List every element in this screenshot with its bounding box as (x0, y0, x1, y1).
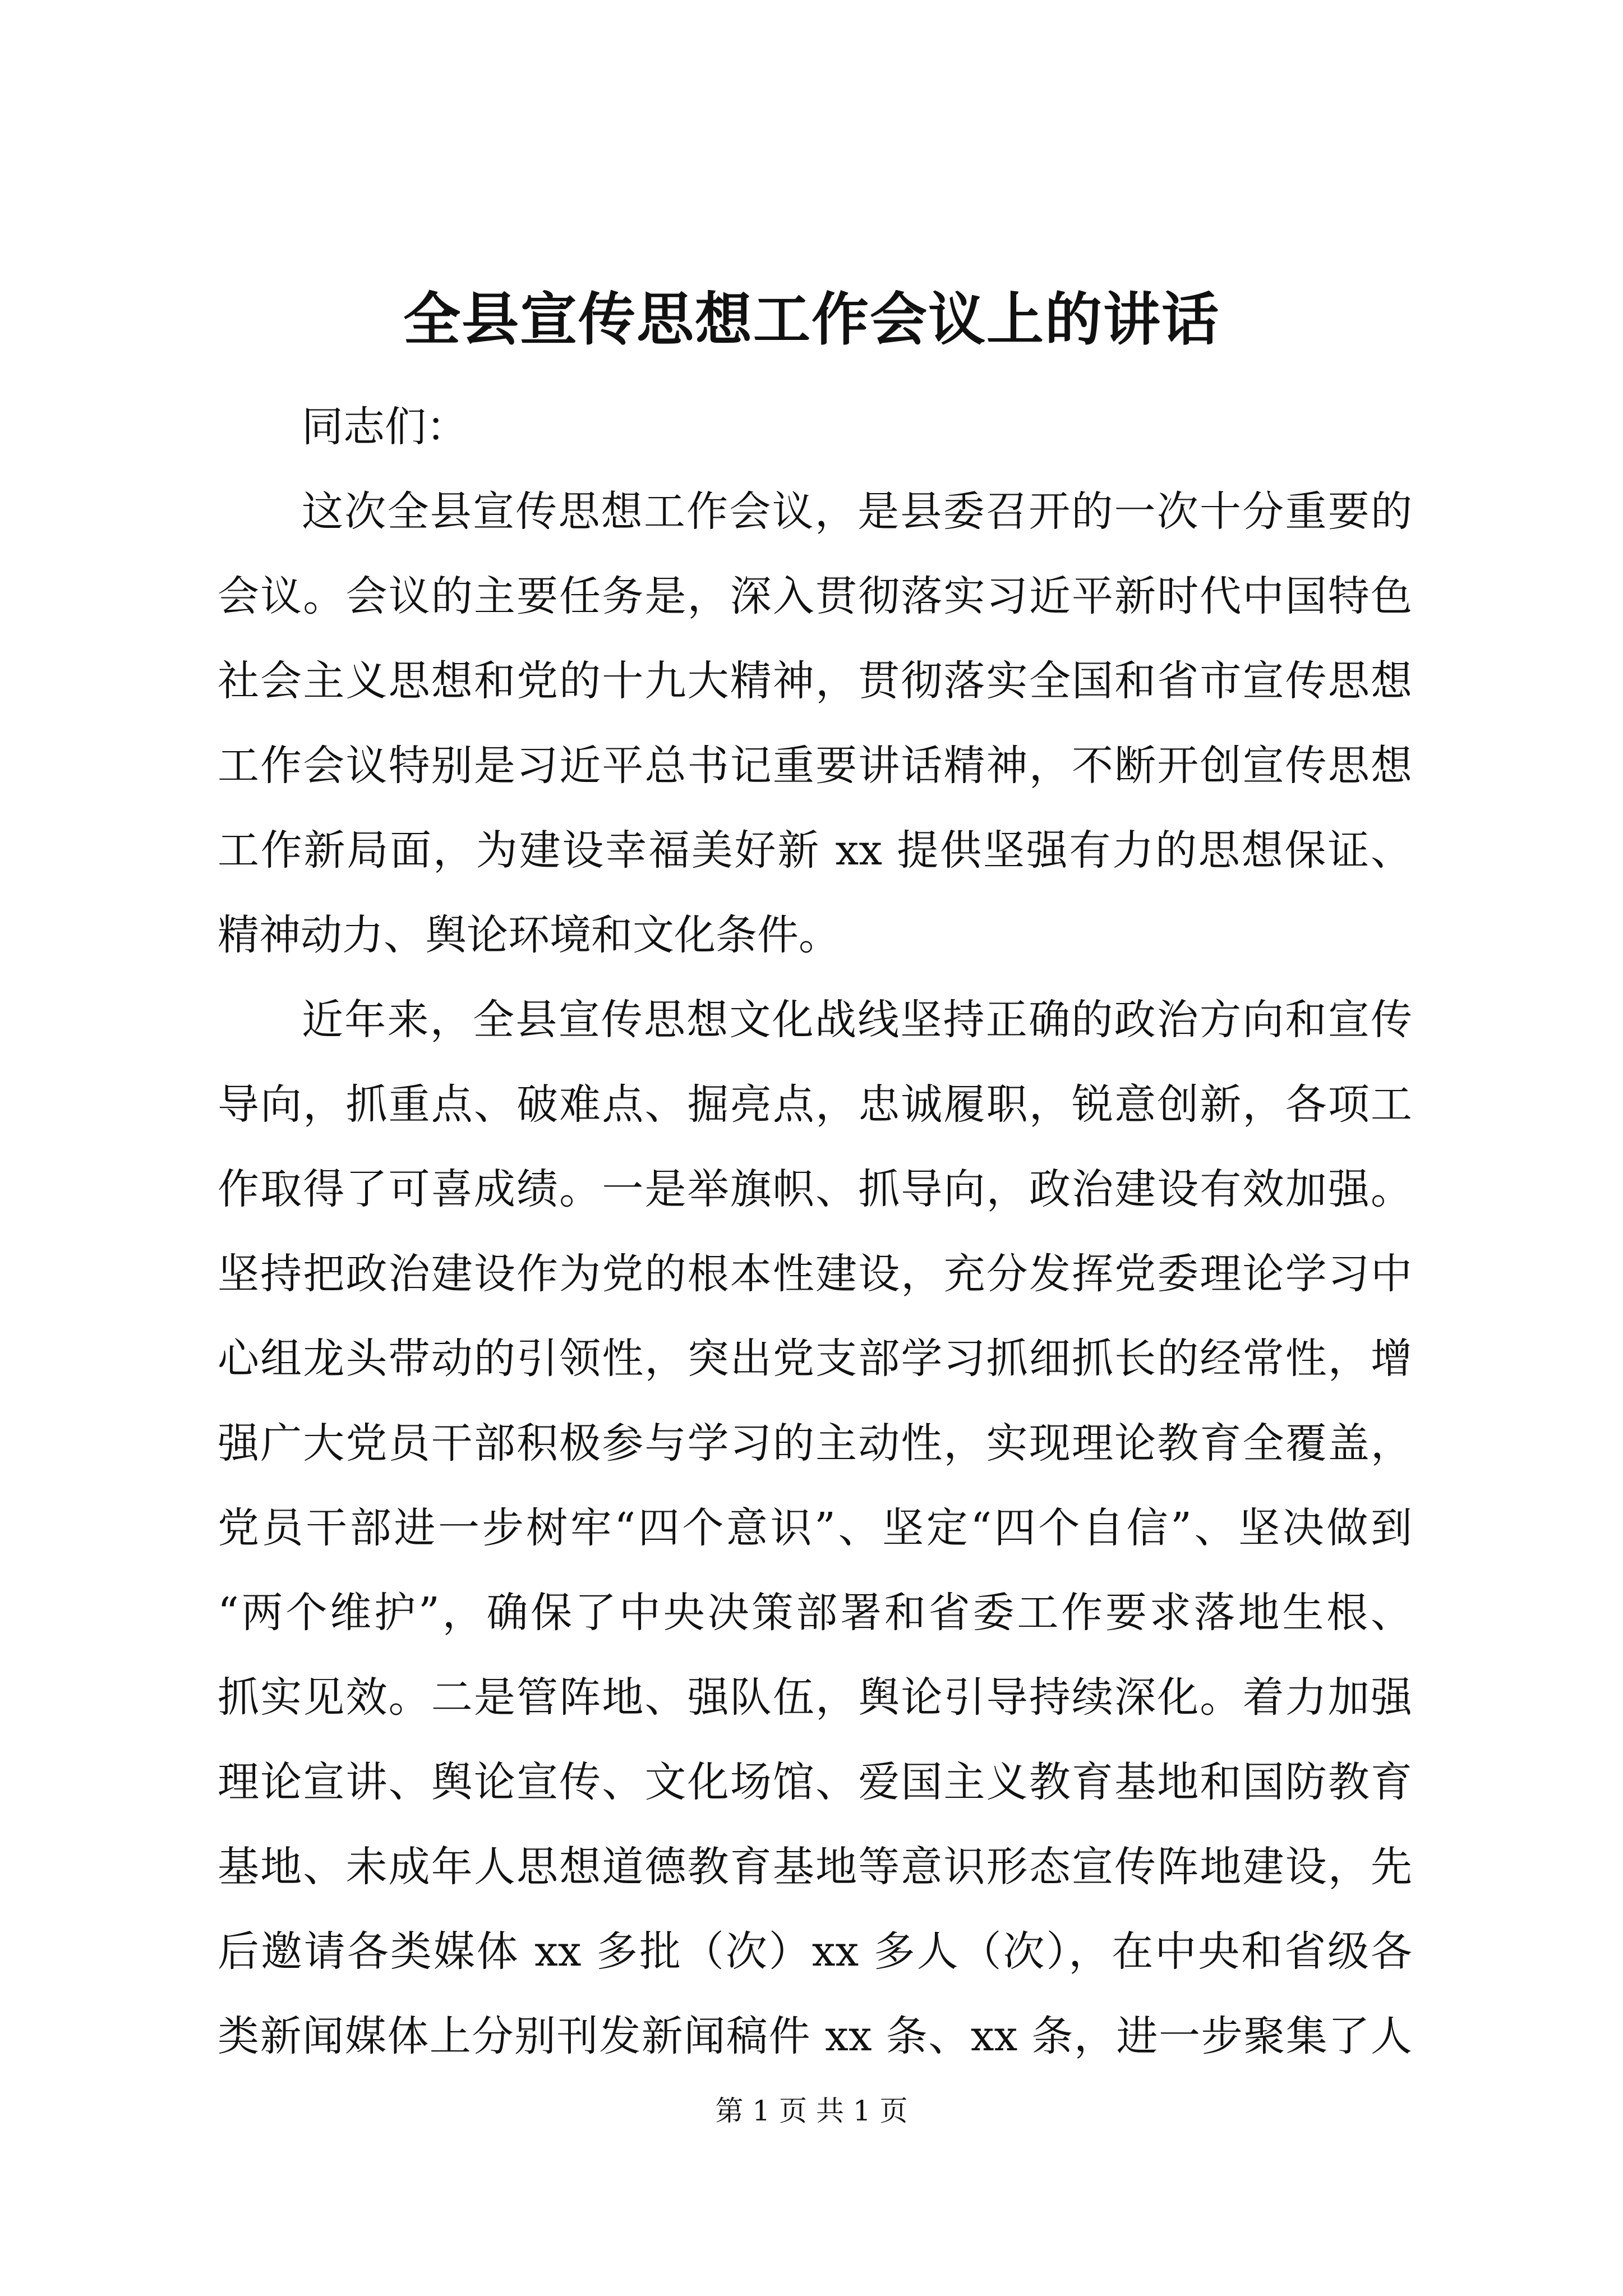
paragraph-1-line-1: 这次全县宣传思想工作会议，是县委召开的一次十分重要的 (302, 487, 1412, 536)
paragraph-2-line-5: 心组龙头带动的引领性，突出党支部学习抓细抓长的经常性，增 (218, 1335, 1412, 1383)
paragraph-1-line-5: 工作新局面，为建设幸福美好新 xx 提供坚强有力的思想保证、 (218, 826, 1412, 875)
paragraph-1-line-6: 精神动力、舆论环境和文化条件。 (218, 911, 840, 959)
document-body (218, 385, 1412, 2079)
paragraph-2-line-6: 强广大党员干部积极参与学习的主动性，实现理论教育全覆盖， (218, 1419, 1412, 1467)
paragraph-2-line-9: 抓实见效。二是管阵地、强队伍，舆论引导持续深化。着力加强 (218, 1673, 1412, 1722)
paragraph-2-line-2: 导向，抓重点、破难点、掘亮点，忠诚履职，锐意创新，各项工 (218, 1080, 1412, 1129)
paragraph-2-line-4: 坚持把政治建设作为党的根本性建设，充分发挥党委理论学习中 (218, 1250, 1412, 1298)
paragraph-2-line-11: 基地、未成年人思想道德教育基地等意识形态宣传阵地建设，先 (218, 1843, 1412, 1891)
paragraph-2-line-12: 后邀请各类媒体 xx 多批（次）xx 多人（次），在中央和省级各 (218, 1927, 1412, 1976)
paragraph-2-line-3: 作取得了可喜成绩。一是举旗帜、抓导向，政治建设有效加强。 (218, 1165, 1412, 1213)
paragraph-2-line-8: “两个维护”，确保了中央决策部署和省委工作要求落地生根、 (218, 1589, 1412, 1637)
paragraph-1-line-4: 工作会议特别是习近平总书记重要讲话精神，不断开创宣传思想 (218, 742, 1412, 790)
paragraph-2-line-10: 理论宣讲、舆论宣传、文化场馆、爱国主义教育基地和国防教育 (218, 1758, 1412, 1806)
paragraph-2-line-7: 党员干部进一步树牢“四个意识”、坚定“四个自信”、坚决做到 (218, 1504, 1412, 1552)
page-number-footer: 第 1 页 共 1 页 (715, 2095, 908, 2127)
paragraph-1-line-2: 会议。会议的主要任务是，深入贯彻落实习近平新时代中国特色 (218, 572, 1412, 620)
document-title: 全县宣传思想工作会议上的讲话 (403, 286, 1220, 353)
paragraph-2-line-1: 近年来，全县宣传思想文化战线坚持正确的政治方向和宣传 (302, 996, 1412, 1044)
paragraph-1-line-3: 社会主义思想和党的十九大精神，贯彻落实全国和省市宣传思想 (218, 657, 1412, 705)
paragraph-2-line-13: 类新闻媒体上分别刊发新闻稿件 xx 条、xx 条，进一步聚集了人 (218, 2012, 1412, 2060)
salutation: 同志们： (302, 403, 468, 451)
